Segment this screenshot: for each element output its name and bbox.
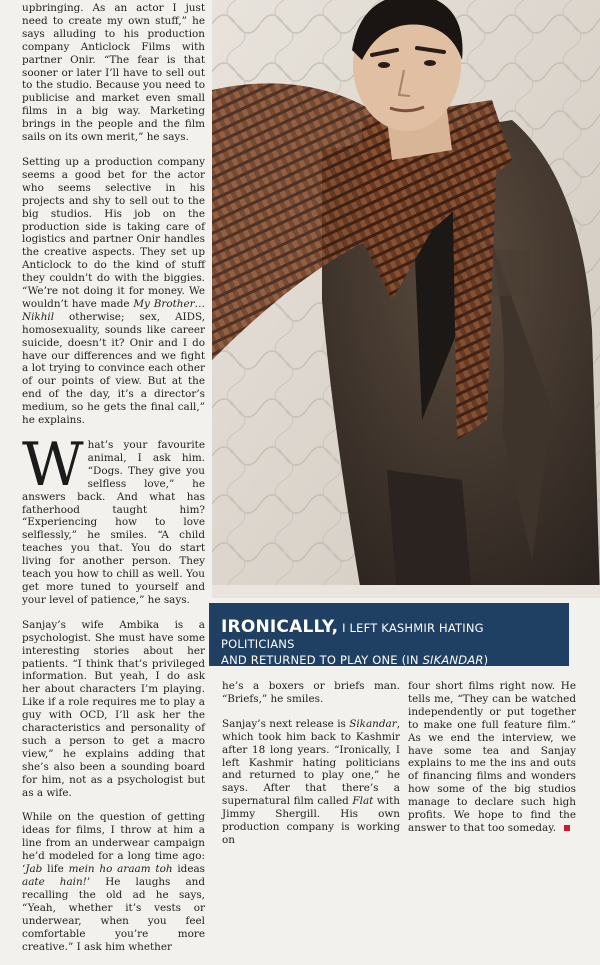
portrait-illustration [212, 0, 600, 598]
paragraph-text: hat’s your favourite animal, I ask him. “Dogs. They give you selfless love,” he answers back. And what has fatherhood taught him? “Experiencing how to love selflessly,” he smiles. “A child teaches you that. You do start living for another person. They teach you how to chill as well. You get more tuned to yourself and your level of patience,” he says. [22, 439, 205, 606]
paragraph-text: ’ He laughs and recalling the old ad he says, “Yeah, whether it’s vests or underwear, when you feel comfortable you’re more creative.” I ask him whether [22, 876, 205, 953]
pull-quote [209, 603, 569, 666]
paragraph-text: four short films right now. He tells me, “They can be watched independently or put together to make one full feature film.” As we end the interview, we have some tea and Sanjay explains to me the ins and outs of financing films and wonders how some of the big studios manage to declare such high profits. We hope to find the answer to that too someday. [408, 680, 576, 834]
paragraph [222, 718, 400, 847]
right-column [408, 680, 576, 847]
paragraph-text: , which took him back to Kashmir after 18 long years. “Ironically, I left Kashmir hating politicians and returned to play one,” he says. After that there’s a supernatural film called [222, 717, 400, 808]
paragraph [22, 811, 205, 953]
pull-quote-film-title: SIKANDAR [422, 653, 484, 667]
paragraph-text: otherwise; sex, AIDS, homosexuality, sounds like career suicide, doesn’t it? Onir and I do have our differences and we fight a lot trying to convince each other of our points of view. But at the end of the day, it’s a director’s medium, so he gets the final call,” he explains. [22, 310, 205, 427]
paragraph [22, 430, 205, 607]
paragraph-text: he’s a boxers or briefs man. “Briefs,” he smiles. [222, 680, 400, 705]
paragraph [222, 680, 400, 706]
paragraph [22, 2, 205, 144]
paragraph-text: upbringing. As an actor I just need to create my own stuff,” he says alluding to his production company Anticlock Films with partner Onir. “The fear is that sooner or later I’ll have to sell out to the studio. Because you need to publicise and market even small films in a big way. Marketing brings in the people and the film sails on its own merit,” he says. [22, 2, 205, 144]
paragraph-text: ideas [172, 863, 205, 876]
portrait-photo [212, 0, 600, 598]
paragraph-text: Setting up a production company seems a good bet for the actor who seems selective in his projects and shy to sell out to the big studios. His job on the production side is taking care of logistics and partner Onir handles the creative aspects. They set up Anticlock to do the kind of stuff they couldn’t do with the biggies. “We’re not doing it for money. We wouldn’t have made [22, 155, 205, 310]
quote-italic: mein ho araam toh [68, 863, 173, 876]
paragraph-text: While on the question of getting ideas for films, I throw at him a line from an underwear campaign he’d modeled for a long time ago: ‘ [22, 811, 205, 876]
paragraph [22, 156, 205, 427]
drop-cap: W [22, 430, 84, 500]
paragraph [408, 680, 576, 835]
end-of-article-mark [564, 825, 570, 831]
middle-column [222, 680, 400, 859]
film-title: My Brother… Nikhil [22, 297, 205, 323]
paragraph-text: life [42, 863, 69, 876]
film-title: Sikandar [349, 717, 397, 730]
quote-italic: aate hain! [22, 876, 87, 888]
pull-quote-lead: IRONICALLY, [221, 617, 339, 637]
quote-italic: Jab [25, 863, 43, 876]
left-column [22, 2, 205, 965]
paragraph [22, 619, 205, 800]
pull-quote-text: I LEFT KASHMIR HATING POLITICIANS [221, 621, 484, 651]
pull-quote-text: AND RETURNED TO PLAY ONE (IN [221, 653, 423, 667]
pull-quote-line-1 [221, 619, 559, 652]
pull-quote-text: ) [483, 653, 489, 667]
paragraph-text: Sanjay’s wife Ambika is a psychologist. She must have some interesting stories about her patients. “I think that’s privileged information. But yeah, I do ask her about characters I’m playing. Like if a role requires me to play a guy with OCD, I’ll ask her the characteristics and personality of such a person to get a macro view,” he explains adding that she’s also been a sounding board for him, not as a psychologist but as a wife. [22, 618, 205, 799]
paragraph-text: Sanjay’s next release is [222, 717, 350, 730]
paragraph-text: with Jimmy Shergill. His own production company is working on [222, 795, 400, 846]
pull-quote-line-2 [221, 652, 559, 668]
film-title: Flat [352, 795, 374, 808]
